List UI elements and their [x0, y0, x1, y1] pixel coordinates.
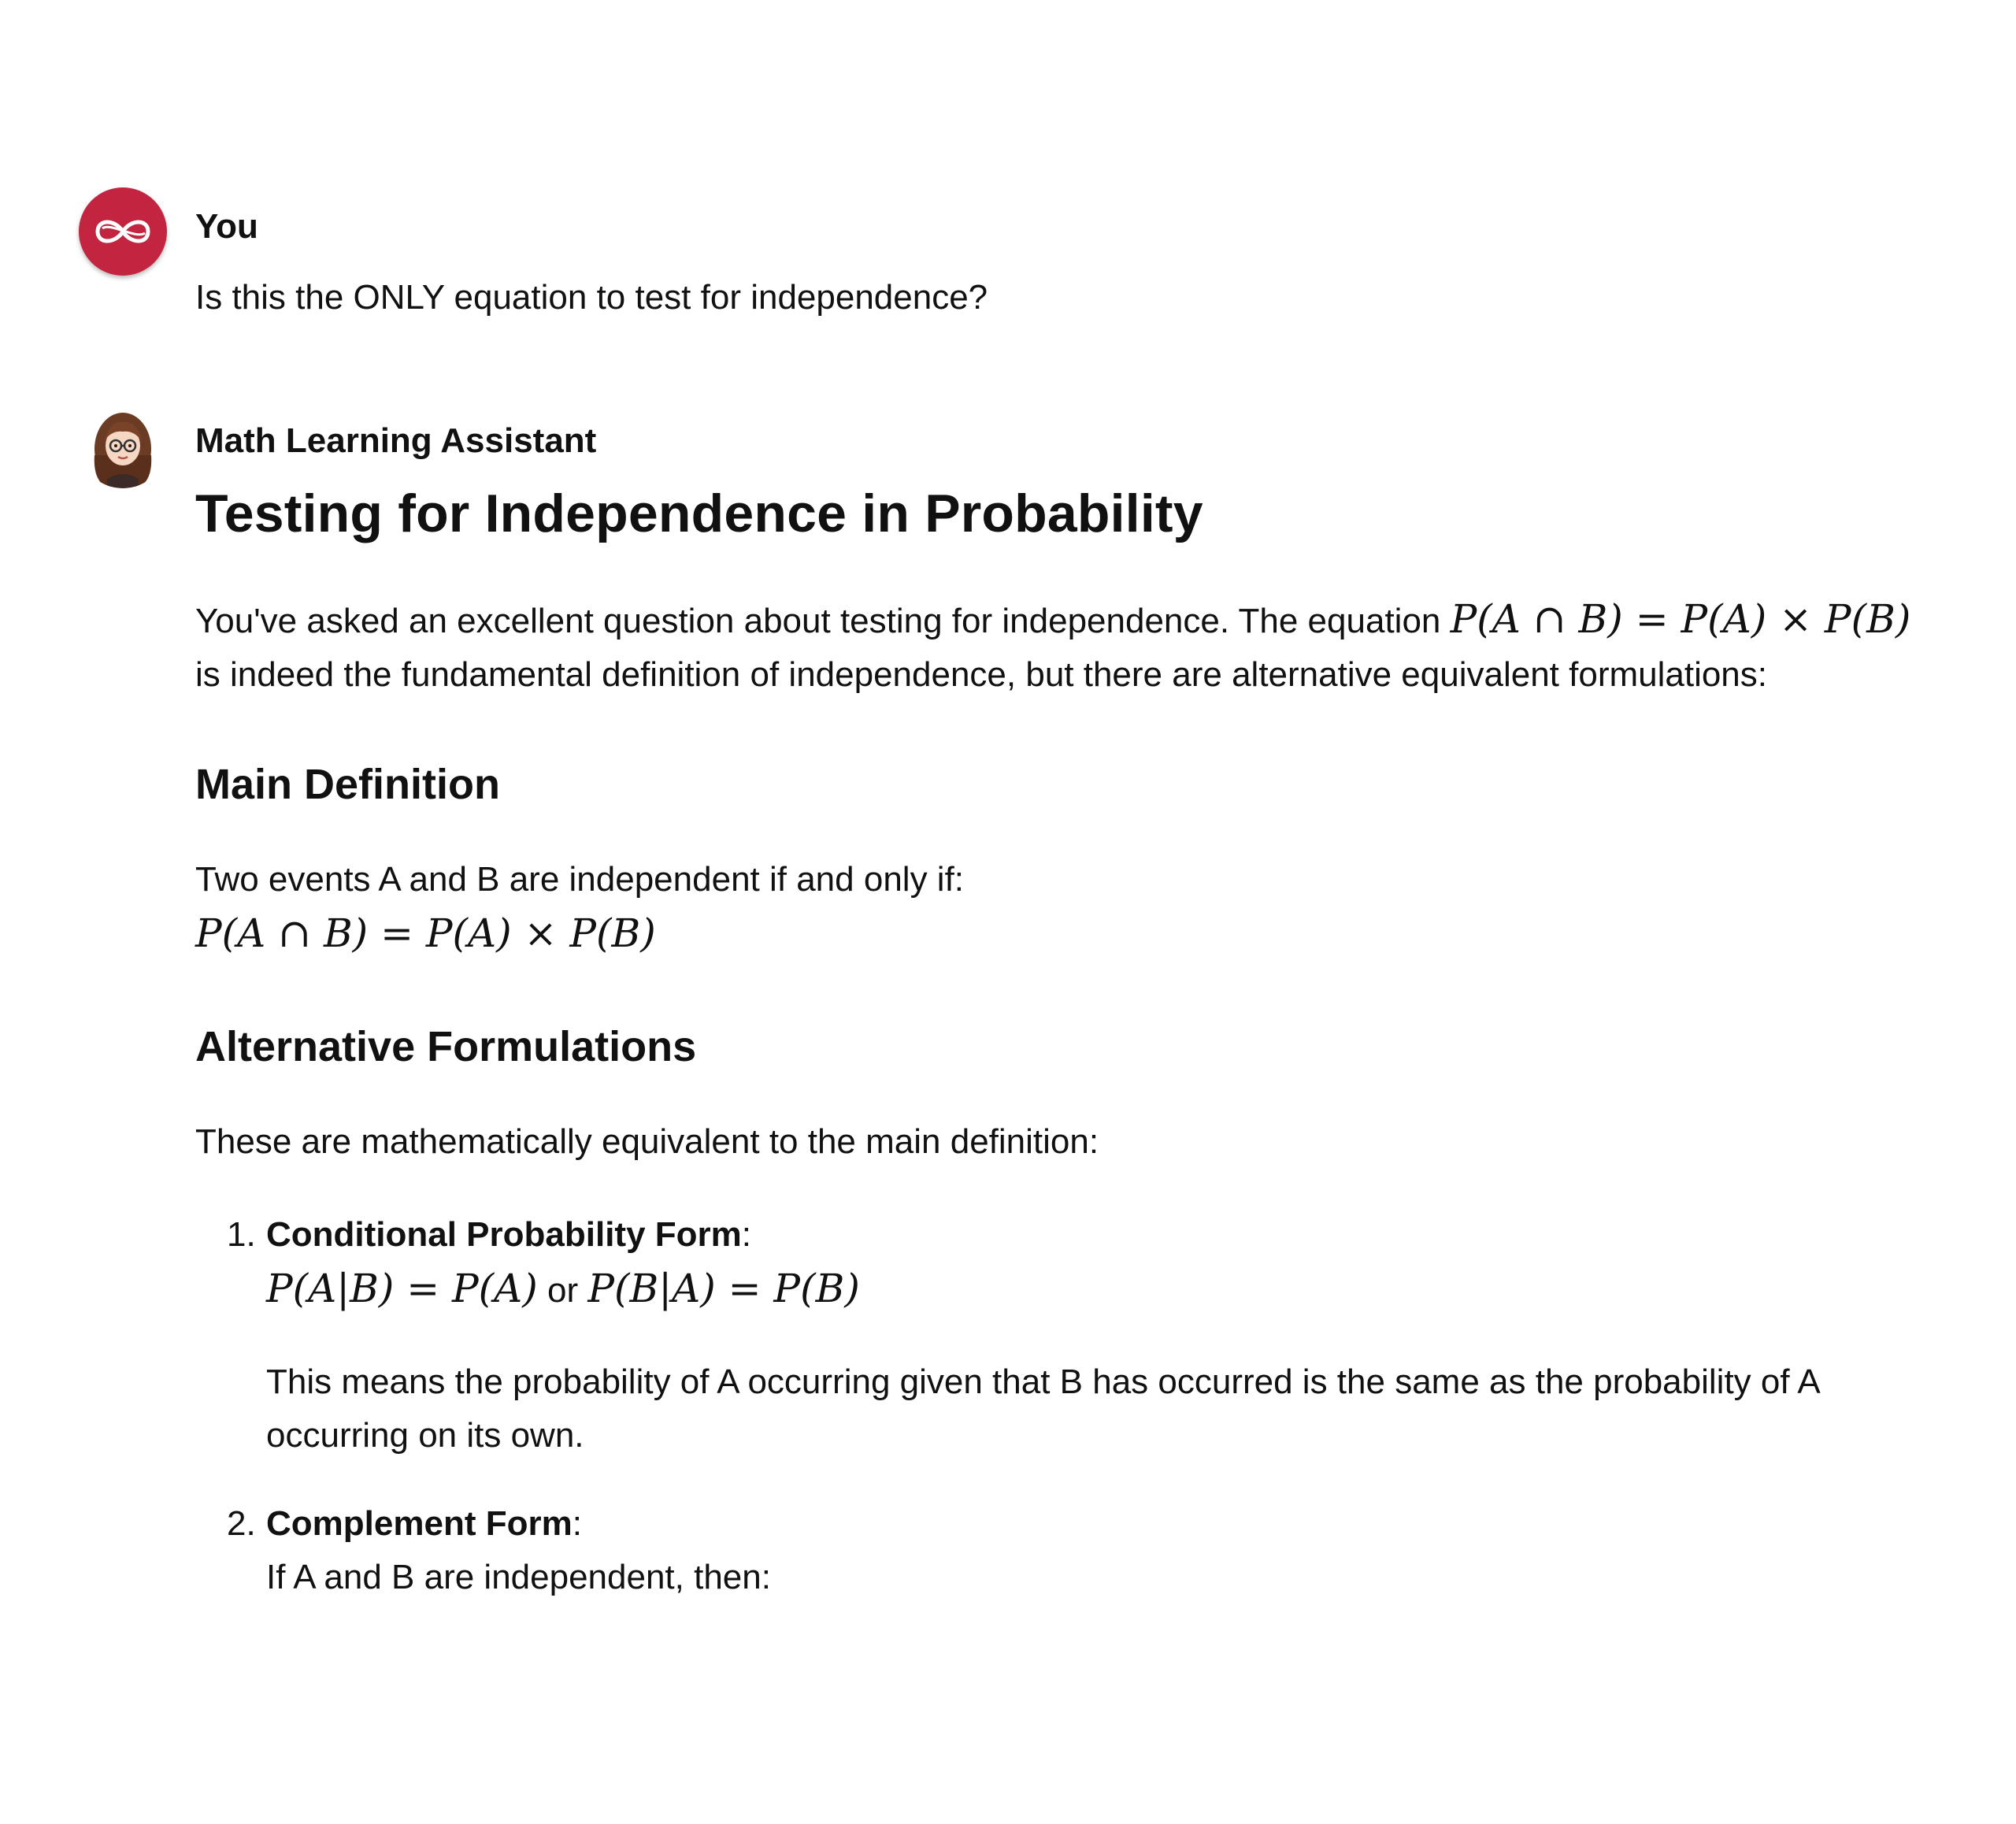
user-message-text: Is this the ONLY equation to test for independence? [195, 278, 988, 317]
list-item-title: Complement Form [266, 1504, 573, 1543]
conditional-description: This means the probability of A occurring given that B has occurred is the same as the probability of A occurring on its own. [266, 1362, 1819, 1455]
list-item-heading [266, 1208, 1959, 1262]
list-item-complement [195, 1497, 1959, 1604]
assistant-sender-name: Math Learning Assistant [195, 421, 597, 460]
intro-paragraph [195, 592, 1944, 702]
assistant-avatar [79, 400, 167, 488]
intro-text-before: You've asked an excellent question about testing for independence. The equation [195, 602, 1451, 640]
intro-text-after: is indeed the fundamental definition of independence, but there are alternative equivalent formulations: [195, 655, 1768, 694]
list-number: 2. [227, 1504, 256, 1543]
complement-text: If A and B are independent, then: [266, 1558, 771, 1596]
main-definition-formula-line [195, 906, 1959, 962]
main-definition-formula: P(A ∩ B) = P(A) × P(B) [195, 910, 656, 956]
list-item-colon: : [572, 1504, 582, 1543]
user-sender-name: You [195, 207, 258, 246]
alternatives-lead: These are mathematically equivalent to the main definition: [195, 1122, 1099, 1161]
conditional-formula-a: P(A|B) = P(A) [266, 1266, 538, 1311]
conditional-formula-b: P(B|A) = P(B) [587, 1266, 860, 1311]
list-item-colon: : [741, 1215, 752, 1254]
formula-connector: or [537, 1271, 588, 1310]
conditional-formula-line [266, 1262, 1959, 1318]
user-message-content [195, 187, 1959, 321]
response-title: Testing for Independence in Probability [195, 484, 1203, 543]
user-avatar [79, 187, 167, 276]
main-definition-heading: Main Definition [195, 761, 500, 808]
alternatives-list [195, 1208, 1959, 1604]
list-item-title: Conditional Probability Form [266, 1215, 742, 1254]
infinity-icon [79, 187, 167, 276]
list-item-heading [266, 1497, 1959, 1551]
assistant-message-content [195, 400, 1959, 1639]
assistant-girl-avatar-icon [79, 400, 167, 488]
list-number: 1. [227, 1215, 256, 1254]
list-item-conditional [195, 1208, 1959, 1463]
alternatives-heading: Alternative Formulations [195, 1023, 697, 1070]
intro-formula: P(A ∩ B) = P(A) × P(B) [1450, 596, 1911, 642]
main-definition-lead: Two events A and B are independent if and only if: [195, 860, 965, 899]
